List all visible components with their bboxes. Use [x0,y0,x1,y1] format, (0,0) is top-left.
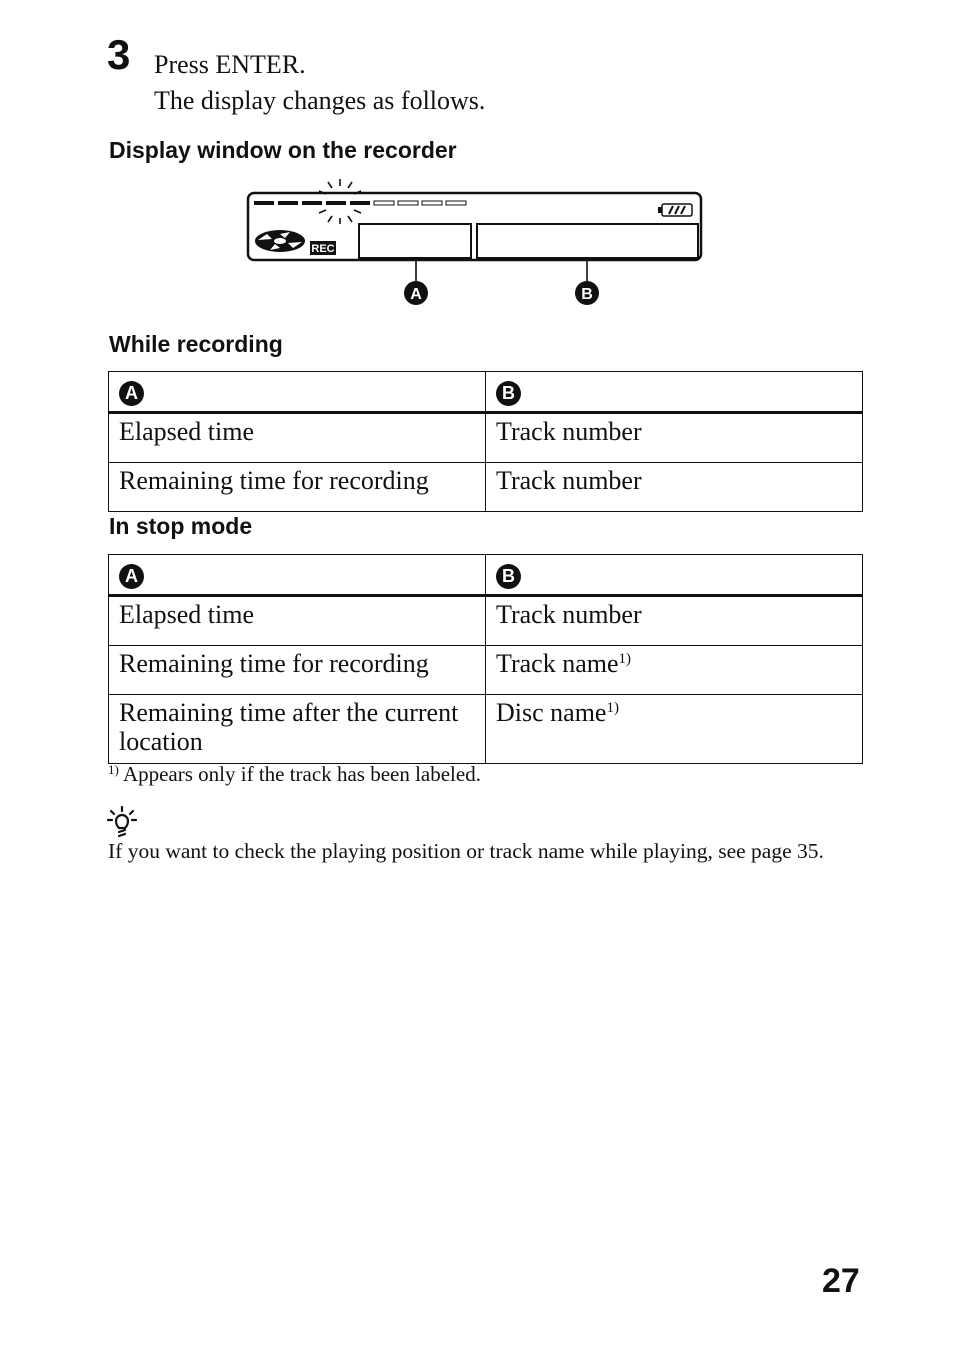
table-header-b [486,555,863,596]
table-row [109,463,863,512]
disc-icon [255,230,305,252]
step-description: The display changes as follows. [154,86,486,115]
battery-icon [658,204,692,216]
table-cell: Track number [486,413,863,463]
footnote-text: Appears only if the track has been labeled. [122,762,481,786]
table-header-a [109,372,486,413]
table-header-a [109,555,486,596]
rec-icon [310,241,336,255]
display-field-a [359,224,471,258]
callout-b-badge: B [496,564,521,589]
level-segment [278,201,298,205]
tip-text: If you want to check the playing position or track name while playing, see page 35. [108,839,824,863]
level-segment [446,201,466,205]
table-cell: Track number [486,463,863,512]
table-cell: Remaining time for recording [109,646,486,695]
level-segment [254,201,274,205]
table-header-row [109,555,863,596]
table-cell: Remaining time after the current location [109,695,486,764]
level-segment [374,201,394,205]
callout-a-badge: A [119,381,144,406]
table-header-b [486,372,863,413]
rec-badge-label: REC [311,243,335,255]
table-cell: Elapsed time [109,413,486,463]
footnote-marker: 1) [606,700,619,716]
footnote [108,762,481,787]
callout-b-label: B [581,286,593,303]
display-field-b [477,224,698,258]
table-row [109,413,863,463]
stop-mode-table [108,554,863,764]
cell-text: Disc name [496,698,607,727]
table-row [109,646,863,695]
display-window-diagram [240,176,710,310]
step-number: 3 [107,31,131,78]
heading-while-recording: While recording [109,331,283,357]
footnote-number: 1) [108,762,119,777]
table-header-row [109,372,863,413]
table-cell: Elapsed time [109,596,486,646]
level-meter [254,201,466,205]
level-segment [302,201,322,205]
table-cell [486,695,863,764]
table-cell: Track number [486,596,863,646]
footnote-marker: 1) [618,651,632,667]
table-cell: Remaining time for recording [109,463,486,512]
heading-stop-mode: In stop mode [109,513,253,539]
level-segment [422,201,442,205]
level-segment [326,201,346,205]
callout-b-badge: B [496,381,521,406]
callout-b [575,281,599,305]
callout-a [404,281,428,305]
page-number: 27 [822,1262,860,1300]
lightbulb-icon [106,806,138,840]
level-segment [398,201,418,205]
table-row [109,596,863,646]
table-row [109,695,863,764]
level-segment [350,201,370,205]
callout-a-label: A [410,286,422,303]
step-instruction: Press ENTER. [154,50,306,79]
heading-display-window: Display window on the recorder [109,137,457,163]
cell-text: Track name [496,649,619,678]
callout-a-badge: A [119,564,144,589]
table-cell [486,646,863,695]
recording-table [108,371,863,512]
